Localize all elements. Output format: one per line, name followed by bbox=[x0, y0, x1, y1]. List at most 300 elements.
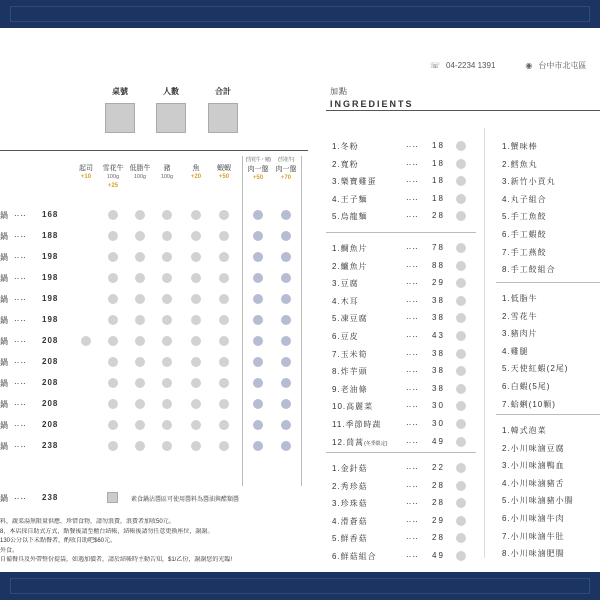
ingredient-price: 29 bbox=[432, 278, 445, 288]
option-circle[interactable] bbox=[135, 231, 145, 241]
item-name: 鍋 bbox=[0, 253, 8, 262]
option-circle[interactable] bbox=[253, 273, 263, 283]
order-circle[interactable] bbox=[456, 194, 466, 204]
ingredient-name: 2.雪花牛 bbox=[502, 311, 538, 321]
column-tag: (雪花牛・豬) bbox=[245, 157, 271, 163]
people-count-label: 人數 bbox=[163, 87, 179, 96]
order-circle[interactable] bbox=[456, 498, 466, 508]
leader-dots: ‥‥ bbox=[406, 140, 419, 149]
leader-dots: ‥‥ bbox=[406, 175, 419, 185]
ingredients-column-divider bbox=[484, 128, 485, 558]
ingredient-row bbox=[332, 275, 482, 291]
ingredient-price: 38 bbox=[432, 366, 445, 376]
table-number-box bbox=[103, 86, 137, 133]
ingredient-name: 4.小川味滷豬舌 bbox=[502, 478, 565, 488]
option-circle[interactable] bbox=[253, 441, 263, 451]
leader-dots: ‥‥ bbox=[406, 550, 419, 559]
order-circle[interactable] bbox=[456, 516, 466, 526]
option-circle[interactable] bbox=[162, 273, 172, 283]
ingredient-name: 3.豆腐 bbox=[332, 279, 359, 289]
option-circle[interactable] bbox=[281, 273, 291, 283]
ingredient-name: 2.秀珍菇 bbox=[332, 481, 368, 491]
option-circle[interactable] bbox=[253, 294, 263, 304]
option-circle[interactable] bbox=[281, 420, 291, 430]
option-circle[interactable] bbox=[135, 420, 145, 430]
option-circle[interactable] bbox=[191, 357, 201, 367]
option-circle[interactable] bbox=[253, 378, 263, 388]
option-circle[interactable] bbox=[281, 399, 291, 409]
ingredient-name: 1.低脂牛 bbox=[502, 294, 538, 303]
option-circle[interactable] bbox=[191, 273, 201, 283]
item-price: 188 bbox=[42, 231, 59, 240]
ingredient-row bbox=[502, 545, 600, 561]
ingredient-price: 38 bbox=[432, 348, 445, 358]
column-tag: (雪花牛) bbox=[278, 157, 294, 163]
order-circle[interactable] bbox=[456, 211, 466, 221]
ingredient-name: 3.新竹小貢丸 bbox=[502, 177, 556, 187]
order-circle[interactable] bbox=[456, 419, 466, 429]
option-circle[interactable] bbox=[219, 252, 229, 262]
item-price: 198 bbox=[42, 252, 59, 261]
item-price: 208 bbox=[42, 378, 59, 387]
option-circle[interactable] bbox=[135, 336, 145, 346]
ingredient-name: 1.冬粉 bbox=[332, 142, 359, 151]
leader-dots: ‥‥ bbox=[406, 497, 419, 507]
ingredient-name: 2.寬粉 bbox=[332, 159, 359, 169]
ingredient-row bbox=[502, 261, 600, 277]
option-circle[interactable] bbox=[191, 252, 201, 262]
option-circle[interactable] bbox=[108, 252, 118, 262]
leader-dots: ‥‥ bbox=[406, 312, 419, 322]
option-circle[interactable] bbox=[219, 294, 229, 304]
option-circle[interactable] bbox=[281, 357, 291, 367]
item-name: 鍋 bbox=[0, 442, 8, 451]
item-price: 208 bbox=[42, 399, 59, 408]
ingredient-name: 3.豬肉片 bbox=[502, 329, 538, 339]
ingredient-name: 3.樂寶雞蛋 bbox=[332, 177, 377, 187]
vegetarian-note: 素食鍋沾醬區可使用醬料為醬油與醋類醬 bbox=[131, 497, 240, 503]
option-circle[interactable] bbox=[108, 420, 118, 430]
ingredient-name: 10.高麗菜 bbox=[332, 402, 374, 412]
option-circle[interactable] bbox=[135, 210, 145, 220]
option-circle[interactable] bbox=[108, 273, 118, 283]
option-circle[interactable] bbox=[253, 336, 263, 346]
option-circle[interactable] bbox=[253, 252, 263, 262]
total-field[interactable] bbox=[208, 103, 238, 133]
leader-dots: ‥‥ bbox=[406, 210, 419, 220]
leader-dots: ‥‥ bbox=[406, 435, 419, 445]
bottom-band bbox=[0, 572, 600, 600]
table-row bbox=[0, 207, 308, 223]
ingredient-row bbox=[332, 513, 482, 529]
ingredient-price: 78 bbox=[432, 243, 445, 252]
ingredient-row bbox=[332, 208, 482, 224]
item-price: 198 bbox=[42, 294, 59, 303]
column-unit: 100g bbox=[106, 174, 120, 180]
item-name: 鍋 bbox=[0, 400, 8, 409]
option-circle[interactable] bbox=[108, 378, 118, 388]
leader-dots: ‥‥ bbox=[14, 356, 27, 365]
item-name: 鍋 bbox=[0, 337, 8, 346]
ingredient-name: 1.蟹味棒 bbox=[502, 142, 538, 151]
ingredient-row bbox=[332, 530, 482, 546]
option-circle[interactable] bbox=[281, 315, 291, 325]
ingredient-name: 3.珍珠菇 bbox=[332, 499, 368, 509]
option-circle[interactable] bbox=[191, 420, 201, 430]
ingredient-price: 49 bbox=[432, 436, 445, 446]
option-circle[interactable] bbox=[219, 231, 229, 241]
option-circle[interactable] bbox=[108, 357, 118, 367]
order-circle[interactable] bbox=[456, 331, 466, 341]
option-circle[interactable] bbox=[162, 336, 172, 346]
option-circle[interactable] bbox=[253, 357, 263, 367]
leader-dots: ‥‥ bbox=[14, 492, 27, 501]
order-circle[interactable] bbox=[456, 384, 466, 394]
ingredient-name: 4.王子麵 bbox=[332, 194, 368, 204]
ingredient-row bbox=[502, 510, 600, 526]
order-circle[interactable] bbox=[456, 481, 466, 491]
ingredient-row bbox=[332, 434, 482, 450]
column-name: 豬 bbox=[163, 165, 171, 172]
option-circle[interactable] bbox=[253, 420, 263, 430]
ingredient-row bbox=[332, 240, 482, 256]
ingredient-name: 3.小川味滷鴨血 bbox=[502, 461, 565, 471]
ingredient-row bbox=[332, 328, 482, 344]
ingredient-row bbox=[502, 290, 600, 306]
ingredient-name: 4.丸子組合 bbox=[502, 194, 547, 204]
ingredient-row bbox=[332, 173, 482, 189]
leader-dots: ‥‥ bbox=[406, 347, 419, 357]
ingredient-name: 5.鮮香菇 bbox=[332, 534, 368, 544]
item-price: 208 bbox=[42, 357, 59, 366]
ingredient-price: 28 bbox=[432, 533, 445, 543]
leader-dots: ‥‥ bbox=[406, 294, 419, 304]
option-circle[interactable] bbox=[219, 357, 229, 367]
option-circle[interactable] bbox=[162, 357, 172, 367]
ingredient-price: 28 bbox=[432, 211, 445, 221]
table-number-field[interactable] bbox=[105, 103, 135, 133]
ingredient-name: 1.韓式泡菜 bbox=[502, 426, 547, 435]
left-table-rule bbox=[0, 150, 308, 151]
item-name: 鍋 bbox=[0, 358, 8, 367]
table-row bbox=[0, 291, 308, 307]
group-separator bbox=[326, 232, 476, 233]
ingredient-name: 8.小川味滷肥腸 bbox=[502, 549, 565, 559]
leader-dots: ‥‥ bbox=[14, 419, 27, 428]
people-count-field[interactable] bbox=[156, 103, 186, 133]
ingredient-name: 5.手工魚餃 bbox=[502, 212, 547, 222]
ingredient-name: 6.鮮菇組合 bbox=[332, 552, 377, 561]
order-circle[interactable] bbox=[456, 313, 466, 323]
ingredient-row bbox=[502, 396, 600, 412]
option-circle[interactable] bbox=[191, 441, 201, 451]
ingredient-row bbox=[502, 138, 600, 154]
ingredient-row bbox=[502, 528, 600, 544]
ingredient-price: 22 bbox=[432, 463, 445, 472]
ingredient-row bbox=[332, 460, 482, 476]
option-circle[interactable] bbox=[135, 357, 145, 367]
option-circle[interactable] bbox=[219, 441, 229, 451]
option-circle[interactable] bbox=[162, 294, 172, 304]
ingredient-row bbox=[502, 422, 600, 438]
address: 台中市北屯區 bbox=[538, 61, 587, 70]
option-circle[interactable] bbox=[253, 399, 263, 409]
leader-dots: ‥‥ bbox=[406, 365, 419, 375]
ingredient-row bbox=[332, 191, 482, 207]
ingredient-price: 29 bbox=[432, 515, 445, 525]
ingredient-row bbox=[332, 258, 482, 274]
option-circle[interactable] bbox=[281, 441, 291, 451]
ingredient-price: 38 bbox=[432, 295, 445, 305]
ingredient-row bbox=[502, 475, 600, 491]
column-surcharge: +70 bbox=[280, 175, 292, 181]
leader-dots: ‥‥ bbox=[406, 418, 419, 427]
table-row bbox=[0, 375, 308, 391]
leader-dots: ‥‥ bbox=[406, 192, 419, 202]
leader-dots: ‥‥ bbox=[406, 330, 419, 339]
group-separator bbox=[496, 414, 600, 415]
ingredient-row bbox=[502, 360, 600, 376]
option-circle[interactable] bbox=[219, 273, 229, 283]
option-circle[interactable] bbox=[108, 294, 118, 304]
ingredient-note: (冬季限定) bbox=[364, 440, 388, 447]
item-name: 鍋 bbox=[0, 379, 8, 388]
option-circle[interactable] bbox=[135, 294, 145, 304]
order-circle[interactable] bbox=[456, 261, 466, 271]
leader-dots: ‥‥ bbox=[406, 157, 419, 167]
leader-dots: ‥‥ bbox=[14, 293, 27, 302]
ingredient-row bbox=[332, 416, 482, 432]
group-separator bbox=[496, 282, 600, 283]
ingredient-row bbox=[502, 156, 600, 172]
column-name: 蝦蝦 bbox=[217, 165, 231, 172]
ingredient-row bbox=[502, 325, 600, 341]
option-circle[interactable] bbox=[219, 336, 229, 346]
leader-dots: ‥‥ bbox=[406, 382, 419, 392]
option-circle[interactable] bbox=[219, 315, 229, 325]
leader-dots: ‥‥ bbox=[406, 400, 419, 410]
order-circle[interactable] bbox=[456, 159, 466, 169]
ingredient-row bbox=[502, 343, 600, 359]
ingredient-row bbox=[332, 293, 482, 309]
order-circle[interactable] bbox=[456, 437, 466, 447]
order-circle[interactable] bbox=[456, 463, 466, 473]
order-circle[interactable] bbox=[456, 243, 466, 253]
option-circle[interactable] bbox=[162, 252, 172, 262]
column-name: 雪花牛 bbox=[102, 165, 124, 172]
ingredient-name: 8.手工餃組合 bbox=[502, 265, 556, 275]
ingredient-row bbox=[332, 346, 482, 362]
order-circle[interactable] bbox=[456, 141, 466, 151]
column-unit: 100g bbox=[133, 174, 147, 180]
footer-item-name: 鍋 bbox=[0, 494, 8, 503]
ingredient-name: 7.玉米筍 bbox=[332, 349, 368, 359]
ingredient-name: 2.小川味滷豆腐 bbox=[502, 443, 565, 453]
item-price: 198 bbox=[42, 315, 59, 324]
option-circle[interactable] bbox=[135, 399, 145, 409]
option-circle[interactable] bbox=[281, 231, 291, 241]
option-circle[interactable] bbox=[108, 315, 118, 325]
option-circle[interactable] bbox=[108, 231, 118, 241]
leader-dots: ‥‥ bbox=[406, 242, 419, 251]
column-header bbox=[270, 156, 302, 183]
option-circle[interactable] bbox=[108, 441, 118, 451]
order-circle[interactable] bbox=[456, 366, 466, 376]
option-circle[interactable] bbox=[253, 231, 263, 241]
option-circle[interactable] bbox=[108, 399, 118, 409]
table-row bbox=[0, 249, 308, 265]
ingredient-price: 30 bbox=[432, 401, 445, 411]
location-pin-icon: ◉ bbox=[525, 61, 533, 70]
option-circle[interactable] bbox=[191, 315, 201, 325]
ingredient-row bbox=[332, 548, 482, 564]
table-row bbox=[0, 312, 308, 328]
option-circle[interactable] bbox=[135, 441, 145, 451]
item-name: 鍋 bbox=[0, 316, 8, 325]
option-circle[interactable] bbox=[108, 210, 118, 220]
order-circle[interactable] bbox=[456, 176, 466, 186]
option-circle[interactable] bbox=[191, 210, 201, 220]
ingredient-price: 28 bbox=[432, 498, 445, 508]
option-circle[interactable] bbox=[162, 378, 172, 388]
ingredient-price: 18 bbox=[432, 158, 445, 168]
ingredient-name: 2.鱸魚片 bbox=[332, 261, 368, 271]
item-price: 238 bbox=[42, 441, 59, 450]
option-circle[interactable] bbox=[281, 210, 291, 220]
ingredient-row bbox=[332, 138, 482, 154]
option-circle[interactable] bbox=[281, 252, 291, 262]
leader-dots: ‥‥ bbox=[406, 259, 419, 269]
leader-dots: ‥‥ bbox=[406, 462, 419, 471]
column-name: 肉一盤 bbox=[275, 166, 297, 173]
leader-dots: ‥‥ bbox=[14, 251, 27, 260]
option-circle[interactable] bbox=[219, 399, 229, 409]
ingredient-name: 5.天使紅蝦(2尾) bbox=[502, 364, 569, 374]
ingredient-row bbox=[502, 457, 600, 473]
column-header bbox=[208, 164, 240, 182]
phone-number: 04-2234 1391 bbox=[446, 61, 496, 70]
ingredients-title bbox=[330, 86, 414, 109]
order-circle[interactable] bbox=[456, 278, 466, 288]
option-circle[interactable] bbox=[135, 315, 145, 325]
ingredient-name: 1.金針菇 bbox=[332, 464, 368, 473]
table-row bbox=[0, 438, 308, 454]
ingredient-row bbox=[502, 244, 600, 260]
ingredient-name: 5.凍豆腐 bbox=[332, 314, 368, 324]
option-circle[interactable] bbox=[135, 273, 145, 283]
item-name: 鍋 bbox=[0, 421, 8, 430]
option-circle[interactable] bbox=[191, 378, 201, 388]
order-circle[interactable] bbox=[456, 551, 466, 561]
ingredients-title-en: INGREDIENTS bbox=[330, 99, 414, 109]
order-circle[interactable] bbox=[456, 533, 466, 543]
total-box bbox=[206, 86, 240, 133]
option-circle[interactable] bbox=[281, 336, 291, 346]
ingredient-name: 1.鯛魚片 bbox=[332, 244, 368, 253]
contact-bar bbox=[430, 60, 586, 71]
leader-dots: ‥‥ bbox=[14, 272, 27, 281]
ingredient-price: 49 bbox=[432, 551, 445, 560]
leader-dots: ‥‥ bbox=[14, 314, 27, 323]
option-circle[interactable] bbox=[219, 378, 229, 388]
option-circle[interactable] bbox=[108, 336, 118, 346]
option-circle[interactable] bbox=[219, 210, 229, 220]
ingredient-price: 18 bbox=[432, 193, 445, 203]
column-surcharge: +10 bbox=[80, 174, 92, 180]
footer-item-price: 238 bbox=[42, 493, 59, 502]
table-row bbox=[0, 354, 308, 370]
ingredient-row bbox=[502, 378, 600, 394]
table-row bbox=[0, 396, 308, 412]
table-row bbox=[0, 228, 308, 244]
option-circle[interactable] bbox=[281, 294, 291, 304]
column-name: 低脂牛 bbox=[129, 165, 151, 172]
note-line: 自備餐具及外帶整份提袋，如遇加價者，請於結帳時主動告知，$1/乙份，謝謝您的光臨! bbox=[0, 557, 233, 563]
total-label: 合計 bbox=[215, 87, 231, 96]
ingredient-name: 6.豆皮 bbox=[332, 332, 359, 341]
leader-dots: ‥‥ bbox=[14, 209, 27, 218]
ingredient-row bbox=[502, 191, 600, 207]
vegetarian-checkbox[interactable] bbox=[107, 492, 118, 503]
option-circle[interactable] bbox=[162, 231, 172, 241]
ingredient-row bbox=[332, 381, 482, 397]
option-circle[interactable] bbox=[191, 294, 201, 304]
order-circle[interactable] bbox=[456, 296, 466, 306]
leader-dots: ‥‥ bbox=[14, 230, 27, 239]
ingredient-price: 28 bbox=[432, 480, 445, 490]
order-circle[interactable] bbox=[456, 401, 466, 411]
table-row bbox=[0, 270, 308, 286]
option-circle[interactable] bbox=[162, 210, 172, 220]
ingredient-name: 2.鱈魚丸 bbox=[502, 159, 538, 169]
column-surcharge: +20 bbox=[190, 174, 202, 180]
option-circle[interactable] bbox=[191, 336, 201, 346]
option-circle[interactable] bbox=[162, 399, 172, 409]
leader-dots: ‥‥ bbox=[14, 377, 27, 386]
option-circle[interactable] bbox=[162, 315, 172, 325]
ingredient-price: 88 bbox=[432, 260, 445, 270]
option-circle[interactable] bbox=[81, 336, 91, 346]
top-band bbox=[0, 0, 600, 28]
option-circle[interactable] bbox=[253, 315, 263, 325]
option-circle[interactable] bbox=[219, 420, 229, 430]
menu-sheet bbox=[0, 28, 600, 572]
item-price: 208 bbox=[42, 420, 59, 429]
ingredient-price: 18 bbox=[432, 176, 445, 186]
ingredient-row bbox=[332, 478, 482, 494]
option-circle[interactable] bbox=[281, 378, 291, 388]
column-unit: 100g bbox=[160, 174, 174, 180]
item-name: 鍋 bbox=[0, 295, 8, 304]
option-circle[interactable] bbox=[191, 399, 201, 409]
ingredient-name: 7.手工燕餃 bbox=[502, 247, 547, 257]
phone-icon: ☏ bbox=[430, 61, 441, 70]
leader-dots: ‥‥ bbox=[14, 398, 27, 407]
ingredient-price: 18 bbox=[432, 141, 445, 150]
option-circle[interactable] bbox=[162, 420, 172, 430]
option-circle[interactable] bbox=[253, 210, 263, 220]
option-circle[interactable] bbox=[135, 378, 145, 388]
order-circle[interactable] bbox=[456, 349, 466, 359]
ingredient-row bbox=[502, 492, 600, 508]
leader-dots: ‥‥ bbox=[14, 440, 27, 449]
option-circle[interactable] bbox=[191, 231, 201, 241]
ingredient-name: 4.雞腿 bbox=[502, 346, 529, 356]
note-line: 料，蔬菜湯無限量供應，珍惜食物，請勿浪費，浪費者加收50元。 bbox=[0, 519, 175, 525]
leader-dots: ‥‥ bbox=[406, 532, 419, 542]
option-circle[interactable] bbox=[162, 441, 172, 451]
option-circle[interactable] bbox=[135, 252, 145, 262]
